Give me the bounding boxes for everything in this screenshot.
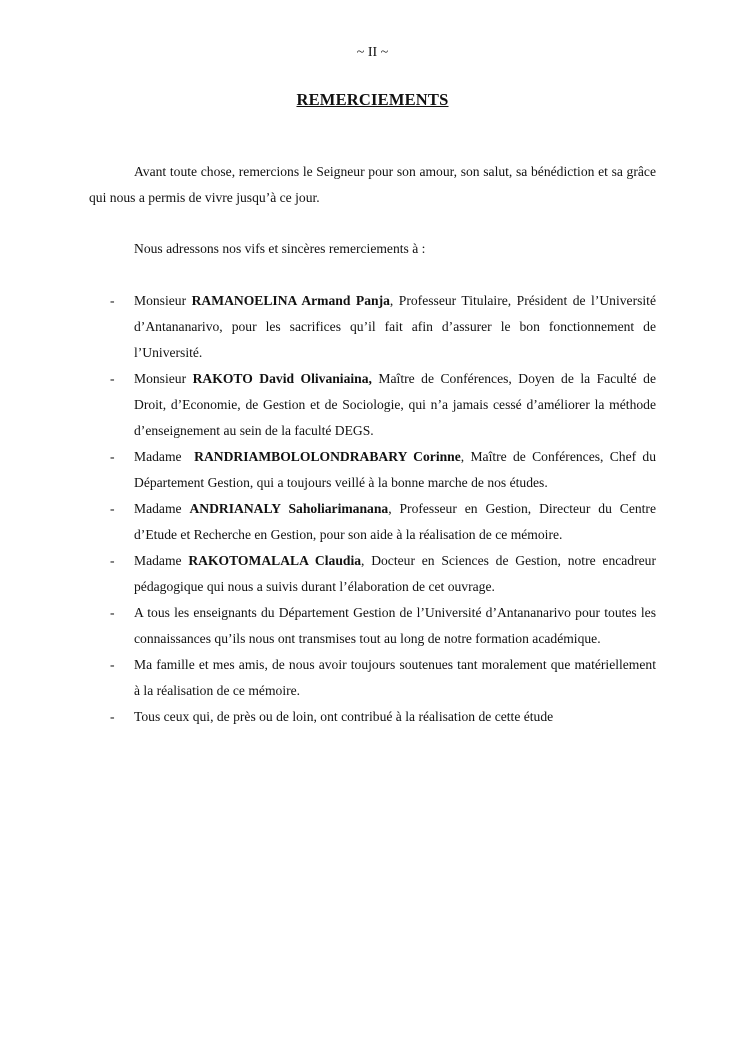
page-title: REMERCIEMENTS	[296, 90, 449, 109]
list-item-text	[134, 600, 656, 652]
item-name: RAKOTOMALALA Claudia	[188, 553, 362, 568]
intro-text: Avant toute chose, remercions le Seigneur pour son amour, son salut, sa bénédiction et sa grâce qui nous a permis de vivre jusqu’à ce jour.	[89, 164, 656, 205]
list-item-text	[134, 652, 656, 704]
list-item-text	[134, 366, 656, 444]
item-prefix: Madame	[134, 449, 195, 464]
item-prefix: Tous ceux qui, de près ou de loin, ont contribué à la réalisation de cette étude	[134, 709, 554, 724]
list-item	[0, 548, 745, 600]
item-prefix: Ma famille et mes amis, de nous avoir toujours soutenues tant moralement que matériellement à la réalisation de ce mémoire.	[134, 657, 656, 698]
list-item-text	[134, 704, 656, 730]
list-item-text	[134, 548, 656, 600]
item-suffix: , Maître de Conférences, Chef du Département Gestion, qui a toujours veillé à la bonne marche de nos études.	[134, 449, 660, 490]
item-suffix: Maître de Conférences, Doyen de la Faculté de Droit, d’Economie, de Gestion et de Sociologie, qui n’a jamais cessé d’améliorer la méthode d’enseignement au sein de la faculté DEGS.	[134, 371, 657, 438]
acknowledgement-list	[0, 288, 745, 730]
list-dash: -	[110, 553, 115, 568]
list-item	[0, 366, 745, 444]
thanks-lead-text: Nous adressons nos vifs et sincères remerciements à :	[134, 241, 426, 256]
list-dash: -	[110, 657, 115, 672]
list-dash: -	[110, 293, 115, 308]
list-dash: -	[110, 501, 115, 516]
list-item-text	[134, 444, 660, 496]
item-name: ANDRIANALY Saholiarimanana	[189, 501, 389, 516]
item-prefix: A tous les enseignants du Département Gestion de l’Université d’Antananarivo pour toutes les connaissances qu’ils nous ont transmises tout au long de notre formation académique.	[134, 605, 656, 646]
list-item	[0, 444, 745, 496]
list-item	[0, 652, 745, 704]
item-suffix: , Professeur en Gestion, Directeur du Centre d’Etude et Recherche en Gestion, pour son aide à la réalisation de ce mémoire.	[134, 501, 656, 542]
item-prefix: Monsieur	[134, 371, 193, 386]
item-prefix: Monsieur	[134, 293, 192, 308]
list-dash: -	[110, 371, 115, 386]
list-dash: -	[110, 709, 115, 724]
intro-paragraph	[89, 159, 656, 211]
list-dash: -	[110, 449, 115, 464]
thanks-lead-paragraph	[89, 236, 656, 262]
page-number: ~ II ~	[356, 45, 389, 60]
list-item	[0, 496, 745, 548]
item-prefix: Madame	[134, 501, 190, 516]
item-name: RAMANOELINA Armand Panja	[191, 293, 390, 308]
list-item	[0, 600, 745, 652]
item-suffix: , Docteur en Sciences de Gestion, notre encadreur pédagogique qui nous a suivis durant l’élaboration de cet ouvrage.	[134, 553, 656, 594]
list-dash: -	[110, 605, 115, 620]
item-name: RAKOTO David Olivaniaina,	[192, 371, 372, 386]
list-item-text	[134, 496, 656, 548]
item-name: RANDRIAMBOLOLONDRABARY Corinne	[194, 449, 461, 464]
list-item	[0, 704, 745, 730]
item-suffix: , Professeur Titulaire, Président de l’Université d’Antananarivo, pour les sacrifices qu’il fait afin d’assurer le bon fonctionnement de l’Université.	[134, 293, 656, 360]
item-prefix: Madame	[134, 553, 189, 568]
list-item-text	[134, 288, 656, 366]
list-item	[0, 288, 745, 366]
